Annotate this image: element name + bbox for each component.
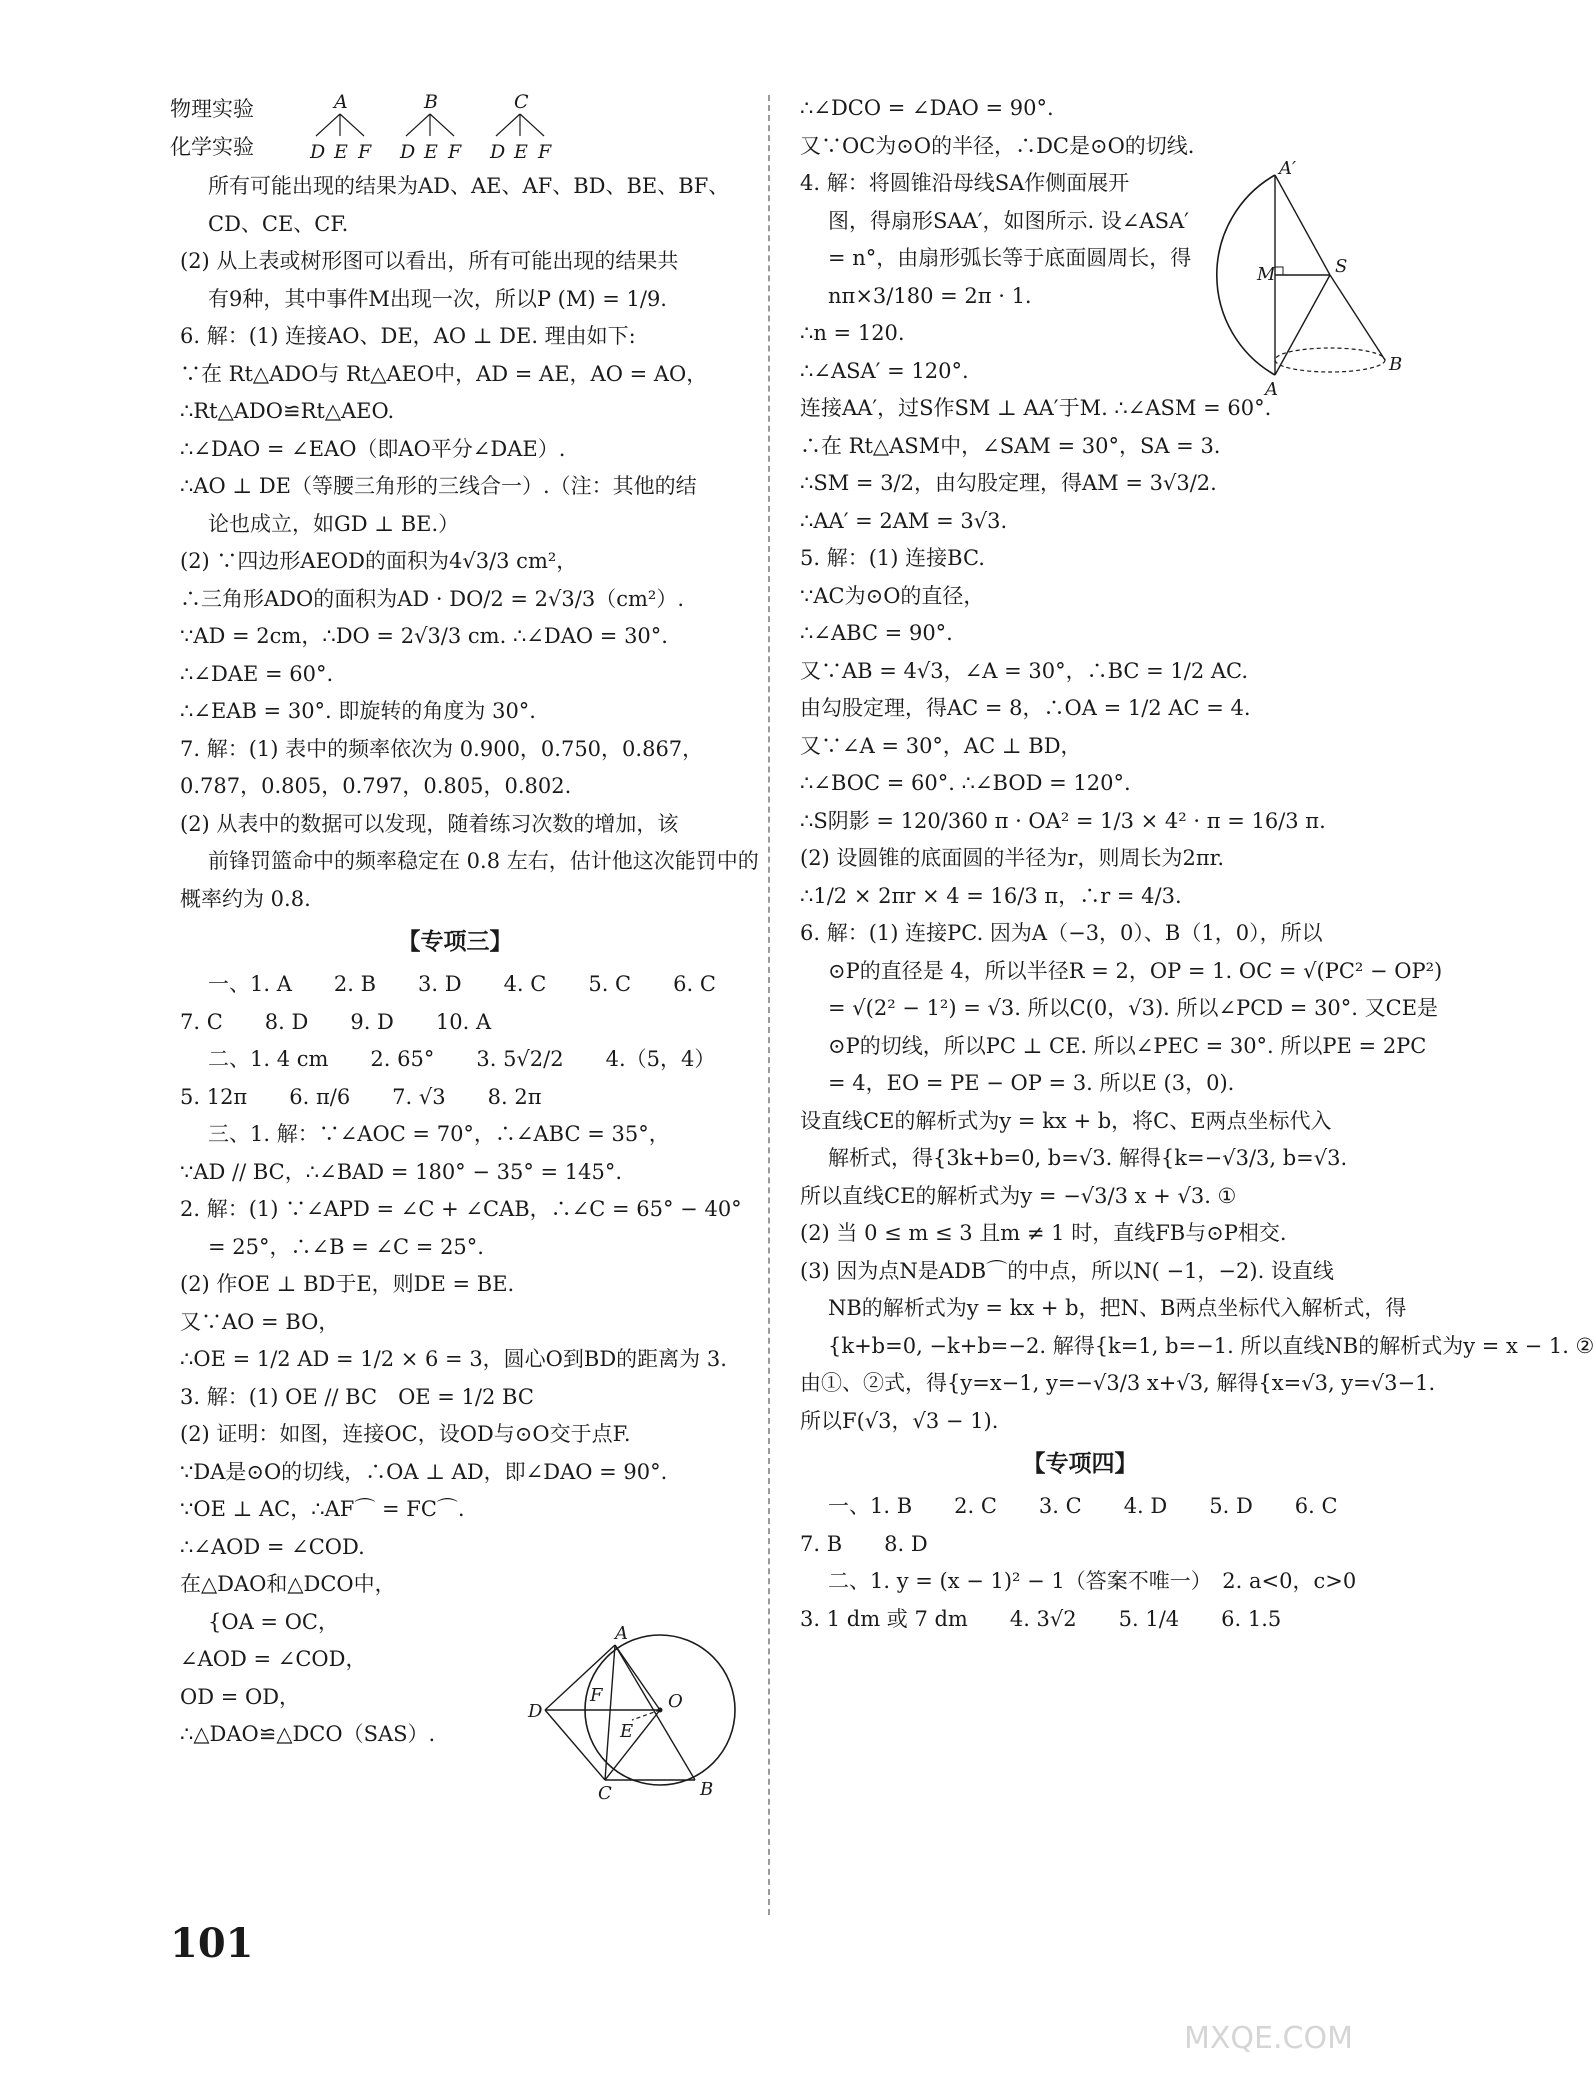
text-line: ∵AC为⊙O的直径， [800,583,985,608]
text-line: ∴∠ABC = 90°. [800,621,953,645]
label-b2: B [1389,354,1403,375]
line-da [545,1645,615,1710]
heading-special-4: 【专项四】 [1022,1451,1138,1477]
text-line: (2) 设圆锥的底面圆的半径为r，则周长为2πr. [800,846,1225,870]
line-ac [605,1645,615,1780]
right-lines-after [790,1488,1370,1638]
cone-sector-figure [1235,160,1415,400]
tree-leaf-e: E [424,141,438,163]
text-line: 3. 解：(1) OE // BC OE = 1/2 BC [180,1384,534,1409]
text-line: nπ×3/180 = 2π · 1. [828,283,1032,308]
text-line: (2) 作OE ⊥ BD于E，则DE = BE. [180,1272,515,1296]
tree-svg [300,90,620,166]
text-line: (2) 从上表或树形图可以看出，所有可能出现的结果共 [180,249,679,273]
text-line: 5. 解：(1) 连接BC. [800,546,985,570]
text-line: 0.787，0.805，0.797，0.805，0.802. [180,774,572,798]
text-line: ∵DA是⊙O的切线，∴OA ⊥ AD，即∠DAO = 90°. [180,1459,668,1484]
left-lines-before [170,168,759,918]
text-line: 一、1. B 2. C 3. C 4. D 5. D 6. C [828,1494,1338,1518]
tree-label-physics: 物理实验 [170,97,254,121]
text-line: ∴∠DAE = 60°. [180,661,334,686]
text-line: ∴∠DAO = ∠EAO（即AO平分∠DAE）. [180,436,566,461]
text-line: 在△DAO和△DCO中， [180,1572,396,1596]
text-line: 图，得扇形SAA′，如图所示. 设∠ASA′ [828,208,1189,233]
text-line: 4. 解：将圆锥沿母线SA作侧面展开 [800,171,1130,195]
text-line: 由①、②式，得{y=x−1, y=−√3/3 x+√3, 解得{x=√3, y=√3−1. [800,1371,1436,1395]
tree-branch [316,114,340,136]
text-line: ∴∠ASA′ = 120°. [800,358,969,383]
text-line: (3) 因为点N是ADB⌒的中点，所以N( −1，−2). 设直线 [800,1258,1334,1283]
text-line: 论也成立，如GD ⊥ BE.） [208,511,460,536]
text-line: 又∵OC为⊙O的半径，∴DC是⊙O的切线. [800,133,1195,158]
text-line: ∵在 Rt△ADO与 Rt△AEO中，AD = AE，AO = AO， [180,361,708,386]
tree-leaf-d: D [310,141,326,163]
label-m: M [1257,264,1276,285]
text-line: OD = OD， [180,1684,301,1709]
text-line: ∴∠DCO = ∠DAO = 90°. [800,96,1054,120]
tree-leaf-f: F [448,141,462,163]
tree-leaf-f: F [538,141,552,163]
text-line: ∴Rt△ADO≌Rt△AEO. [180,399,395,423]
text-line: 三、1. 解：∵∠AOC = 70°，∴∠ABC = 35°， [208,1122,670,1146]
text-line: 概率约为 0.8. [180,886,311,911]
text-line: ∵AD // BC，∴∠BAD = 180° − 35° = 145°. [180,1159,623,1184]
tree-leaf-d: D [400,141,416,163]
text-line: = n°，由扇形弧长等于底面圆周长，得 [828,246,1192,270]
text-line: {k+b=0, −k+b=−2. 解得{k=1, b=−1. 所以直线NB的解析式为y = x − 1. ② [828,1333,1594,1358]
tree-root-b: B [424,91,438,113]
tree-diagram [170,90,740,166]
watermark-logo [1164,1978,1414,2058]
text-line: 前锋罚篮命中的频率稳定在 0.8 左右，估计他这次能罚中的 [208,849,759,873]
text-line: 有9种，其中事件M出现一次，所以P (M) = 1/9. [208,286,667,311]
text-line: ∴△DAO≌△DCO（SAS）. [180,1722,436,1746]
line-a-prime-s [1275,175,1330,275]
text-line: ∴S阴影 = 120/360 π · OA² = 1/3 × 4² · π = 16/3 π. [800,808,1326,833]
text-line: ∴三角形ADO的面积为AD · DO/2 = 2√3/3（cm²）. [180,586,684,611]
line-sb [1330,275,1385,360]
point-o [658,1708,663,1713]
label-c: C [598,1783,612,1804]
text-line: (2) 从表中的数据可以发现，随着练习次数的增加，该 [180,811,679,836]
text-line: ∴1/2 × 2πr × 4 = 16/3 π，∴r = 4/3. [800,883,1182,908]
text-line: (2) 当 0 ≤ m ≤ 3 且m ≠ 1 时，直线FB与⊙P相交. [800,1221,1287,1245]
text-line: = √(2² − 1²) = √3. 所以C(0，√3). 所以∠PCD = 30°. 又CE是 [828,996,1439,1020]
text-line: (2) ∵四边形AEOD的面积为4√3/3 cm²， [180,549,578,573]
text-line: ∴∠AOD = ∠COD. [180,1534,365,1559]
text-line: 又∵AB = 4√3，∠A = 30°，∴BC = 1/2 AC. [800,658,1249,683]
text-line: 5. 12π 6. π/6 7. √3 8. 2π [180,1084,542,1109]
tree-branch [430,114,454,136]
text-line: 又∵∠A = 30°，AC ⊥ BD， [800,733,1082,758]
line-dc [545,1710,605,1780]
text-line: 所有可能出现的结果为AD、AE、AF、BD、BE、BF、 [208,174,730,198]
tree-branch [406,114,430,136]
text-line: 又∵AO = BO， [180,1309,340,1334]
text-line: ∠AOD = ∠COD， [180,1647,367,1671]
text-line: 连接AA′，过S作SM ⊥ AA′于M. ∴∠ASM = 60°. [800,396,1272,420]
text-line: CD、CE、CF. [208,211,349,236]
right-angle-mark [1275,267,1283,275]
text-line: ∴∠EAB = 30°. 即旋转的角度为 30°. [180,699,536,723]
text-line: 由勾股定理，得AC = 8，∴OA = 1/2 AC = 4. [800,696,1251,720]
tree-leaf-f: F [358,141,372,163]
text-line: (2) 证明：如图，连接OC，设OD与⊙O交于点F. [180,1422,631,1446]
text-line: ∴∠BOC = 60°. ∴∠BOD = 120°. [800,771,1131,795]
label-a: A [615,1623,628,1644]
text-line: ∵AD = 2cm，∴DO = 2√3/3 cm. ∴∠DAO = 30°. [180,624,668,648]
base-ellipse [1275,348,1385,372]
text-line: 6. 解：(1) 连接PC. 因为A（−3，0）、B（1，0），所以 [800,921,1323,945]
text-line: ∴OE = 1/2 AD = 1/2 × 6 = 3，圆心O到BD的距离为 3. [180,1347,727,1371]
tree-leaf-e: E [514,141,528,163]
tree-label-chemistry: 化学实验 [170,135,254,159]
label-d: D [528,1701,543,1722]
tree-leaf-d: D [490,141,506,163]
text-line: 3. 1 dm 或 7 dm 4. 3√2 5. 1/4 6. 1.5 [800,1606,1282,1631]
label-o: O [668,1691,683,1712]
text-line: 二、1. y = (x − 1)² − 1（答案不唯一） 2. a<0，c>0 [828,1569,1357,1593]
text-line: NB的解析式为y = kx + b，把N、B两点坐标代入解析式，得 [828,1296,1407,1320]
label-a2: A [1265,379,1278,400]
label-a-prime: A′ [1279,158,1297,179]
circle-tangent-figure [520,1625,740,1805]
text-line: ∴n = 120. [800,321,905,345]
tree-branch [496,114,520,136]
text-line: 一、1. A 2. B 3. D 4. C 5. C 6. C [208,972,716,996]
text-line: 7. B 8. D [800,1531,928,1556]
tree-branch [340,114,364,136]
line-ab [615,1645,695,1780]
left-column [170,90,759,1754]
text-line: ∴SM = 3/2，由勾股定理，得AM = 3√3/2. [800,471,1217,495]
text-line: 解析式，得{3k+b=0, b=√3. 解得{k=−√3/3, b=√3. [828,1146,1348,1170]
text-line: ∵OE ⊥ AC，∴AF⌒ = FC⌒. [180,1497,465,1521]
text-line: ⊙P的直径是 4，所以半径R = 2，OP = 1. OC = √(PC² − OP²) [828,958,1443,983]
text-line: = 4，EO = PE − OP = 3. 所以E (3，0). [828,1071,1235,1095]
label-s: S [1335,256,1348,277]
text-line: 二、1. 4 cm 2. 65° 3. 5√2/2 4.（5，4） [208,1047,716,1071]
tree-leaf-e: E [334,141,348,163]
tree-root-a: A [334,91,348,113]
column-divider [768,95,770,1915]
page-number: 101 [170,1920,254,1967]
text-line: 所以F(√3，√3 − 1). [800,1408,999,1433]
text-line: = 25°，∴∠B = ∠C = 25°. [208,1234,484,1259]
watermark-text: MXQE.COM [1184,2021,1353,2056]
label-b: B [700,1779,714,1800]
label-f: F [590,1685,603,1706]
text-line: ∴AO ⊥ DE（等腰三角形的三线合一）.（注：其他的结 [180,474,697,498]
text-line: 6. 解：(1) 连接AO、DE，AO ⊥ DE. 理由如下: [180,324,636,348]
tree-branch [520,114,544,136]
text-line: ∴在 Rt△ASM中，∠SAM = 30°，SA = 3. [800,433,1221,458]
text-line: ⊙P的切线，所以PC ⊥ CE. 所以∠PEC = 30°. 所以PE = 2PC [828,1033,1427,1058]
heading-special-3: 【专项三】 [397,929,513,955]
text-line: 2. 解：(1) ∵∠APD = ∠C + ∠CAB，∴∠C = 65° − 40° [180,1197,742,1221]
tree-root-c: C [514,91,529,113]
line-sa [1275,275,1330,375]
text-line: ∴AA′ = 2AM = 3√3. [800,508,1008,533]
text-line: 7. 解：(1) 表中的频率依次为 0.900，0.750，0.867， [180,736,704,761]
text-line: 所以直线CE的解析式为y = −√3/3 x + √3. ① [800,1183,1237,1208]
text-line: {OA = OC， [208,1609,339,1634]
text-line: 设直线CE的解析式为y = kx + b，将C、E两点坐标代入 [800,1108,1332,1133]
label-e: E [620,1721,634,1742]
line-ao [615,1645,660,1710]
text-line: 7. C 8. D 9. D 10. A [180,1009,492,1034]
